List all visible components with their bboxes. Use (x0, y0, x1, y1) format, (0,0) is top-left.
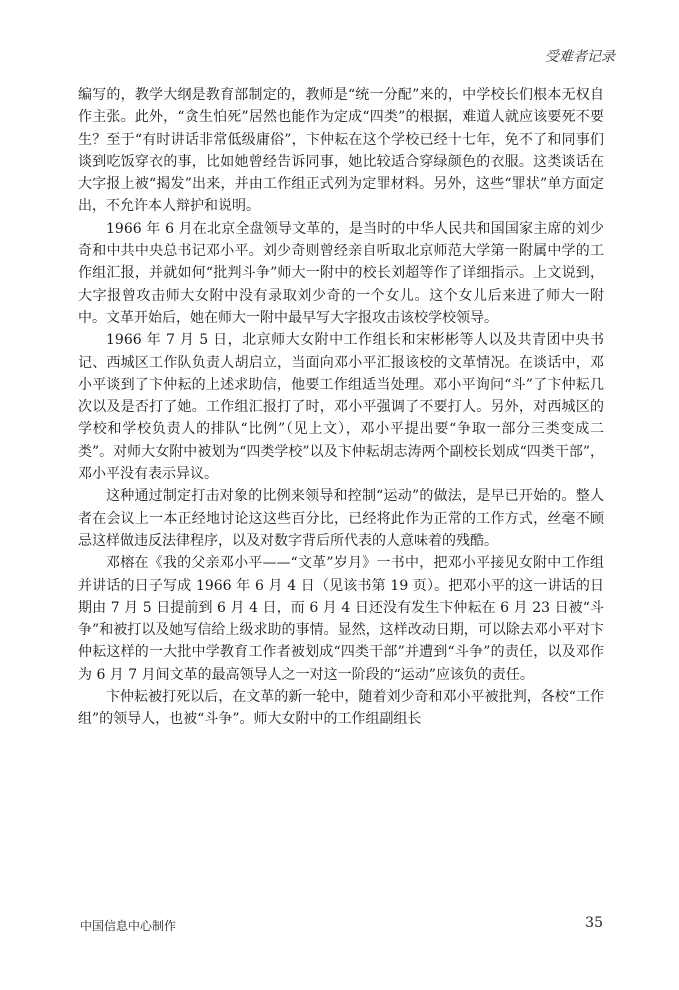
paragraph: 卞仲耘被打死以后，在文革的新一轮中，随着刘少奇和邓小平被批判，各校“工作组”的领导人，也被“斗争”。师大女附中的工作组副组长 (78, 689, 604, 728)
footer-publisher: 中国信息中心制作 (80, 919, 177, 933)
paragraph: 1966 年 6 月在北京全盘领导文革的，是当时的中华人民共和国国家主席的刘少奇和中共中央总书记邓小平。刘少奇则曾经亲自听取北京师范大学第一附属中学的工作组汇报，并就如何“批判斗争”师大一附中的校长刘超等作了详细指示。上文说到，大字报曾攻击师大女附中没有录取刘少奇的一个女儿。这个女儿后来进了师大一附中。文革开始后，她在师大一附中最早写大字报攻击该校学校领导。 (78, 220, 604, 326)
page-number: 35 (585, 915, 603, 931)
paragraph: 这种通过制定打击对象的比例来领导和控制“运动”的做法，是早已开始的。整人者在会议上一本正经地讨论这这些百分比，已经将此作为正常的工作方式，丝毫不顾忌这样做违反法律程序，以及对数字背后所代表的人意味着的残酷。 (78, 488, 604, 549)
body-text (78, 84, 604, 731)
paragraph: 1966 年 7 月 5 日，北京师大女附中工作组长和宋彬彬等人以及共青团中央书记、西城区工作队负责人胡启立，当面向邓小平汇报该校的文革情况。在谈话中，邓小平谈到了卞仲耘的上述求助信，他要工作组适当处理。邓小平询问“斗”了卞仲耘几次以及是否打了她。工作组汇报打了时，邓小平强调了不要打人。另外，对西城区的学校和学校负责人的排队“比例”（见上文），邓小平提出要“争取一部分三类变成二类”。对师大女附中被划为“四类学校”以及卞仲耘胡志涛两个副校长划成“四类干部”，邓小平没有表示异议。 (78, 332, 604, 483)
paragraph: 编写的，教学大纲是教育部制定的，教师是“统一分配”来的，中学校长们根本无权自作主张。此外，“贪生怕死”居然也能作为定成“四类”的根据，难道人就应该要死不要生？至于“有时讲话非常低级庸俗”，卞仲耘在这个学校已经十七年，免不了和同事们谈到吃饭穿衣的事，比如她曾经告诉同事，她比较适合穿绿颜色的衣服。这类谈话在大字报上被“揭发”出来，并由工作组正式列为定罪材料。另外，这些“罪状”单方面定出，不允许本人辩护和说明。 (78, 87, 604, 215)
paragraph: 邓榕在《我的父亲邓小平——“文革”岁月》一书中，把邓小平接见女附中工作组并讲话的日子写成 1966 年 6 月 4 日（见该书第 19 页）。把邓小平的这一讲话的日期由 7 月 5 日提前到 6 月 4 日，而 6 月 4 日还没有发生卞仲耘在 6 月 23 日被“斗争”和被打以及她写信给上级求助的事情。显然，这样改动日期，可以除去邓小平对卞仲耘这样的一大批中学教育工作者被划成“四类干部”并遭到“斗争”的责任，以及邓作为 6 月 7 月间文革的最高领导人之一对这一阶段的“运动”应该负的责任。 (78, 555, 604, 683)
running-header: 受难者记录 (545, 49, 615, 65)
